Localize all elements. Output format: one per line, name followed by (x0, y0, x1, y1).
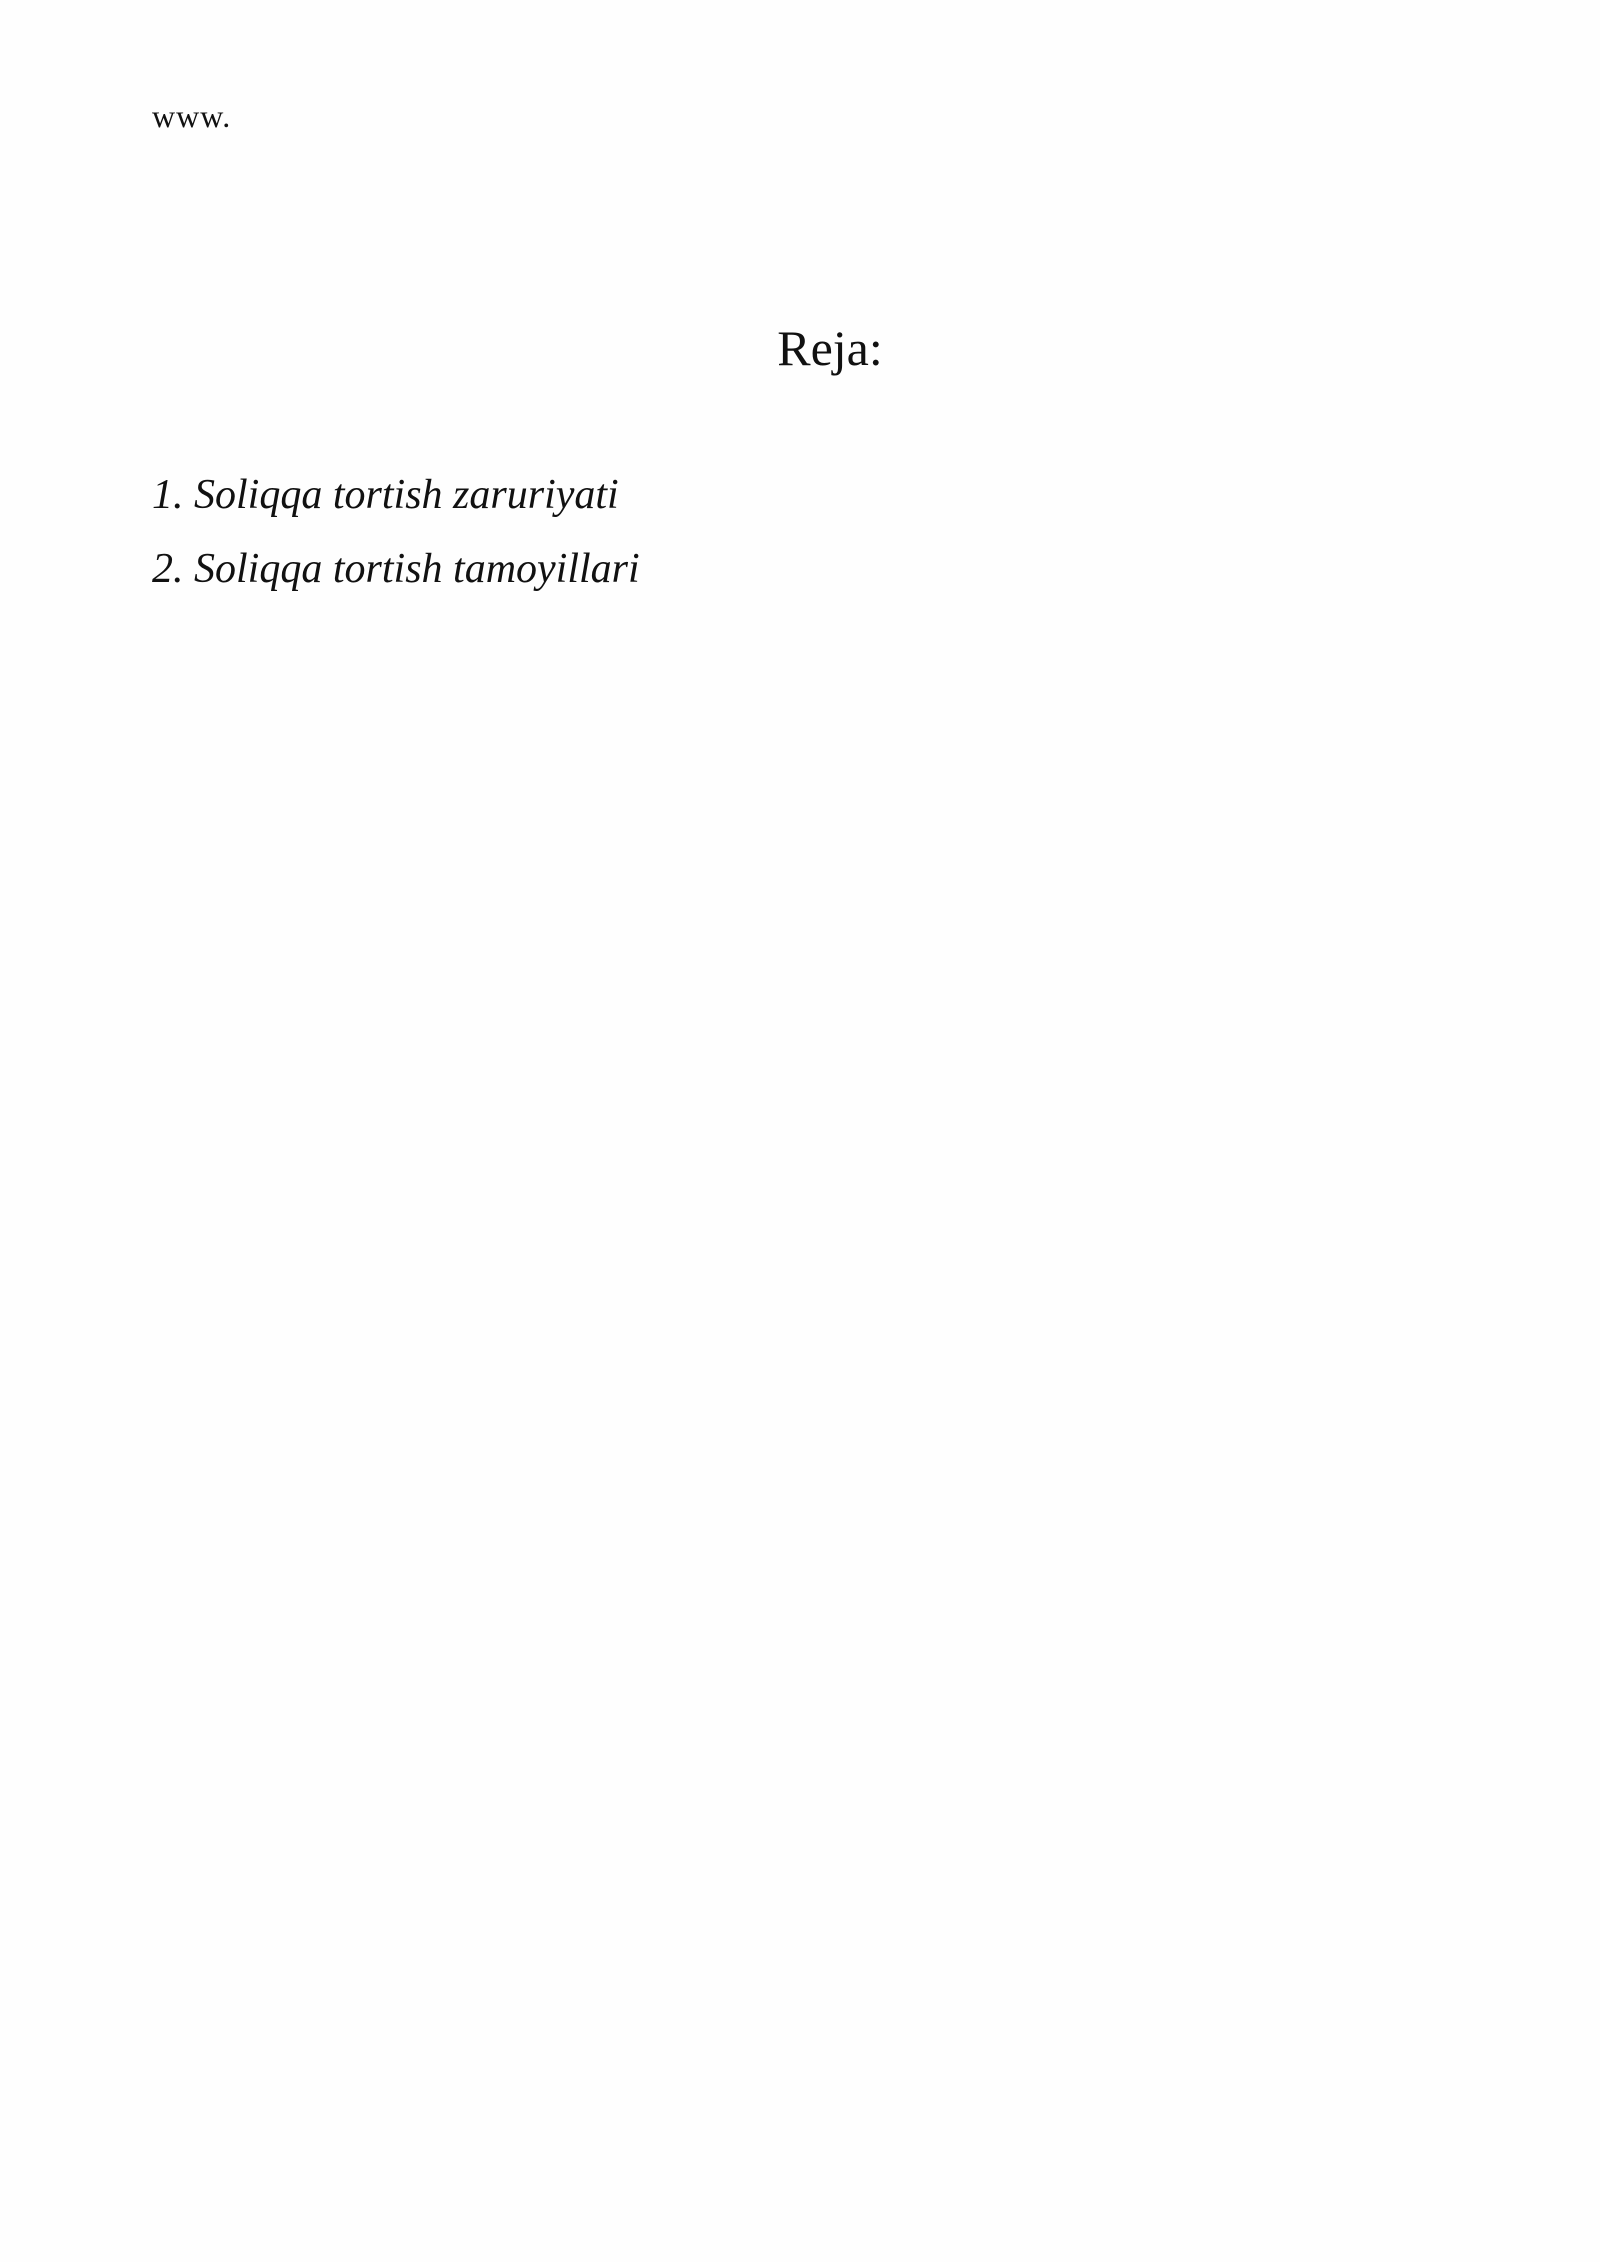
list-item (152, 458, 640, 532)
plan-list (152, 458, 640, 606)
list-item-number: 1. (152, 472, 184, 518)
list-item-text: Soliqqa tortish tamoyillari (194, 546, 640, 592)
list-item (152, 532, 640, 606)
list-item-number: 2. (152, 546, 184, 592)
page-title: Reja: (777, 320, 883, 376)
list-item-text: Soliqqa tortish zaruriyati (194, 472, 619, 518)
header-text: www. (152, 98, 232, 134)
